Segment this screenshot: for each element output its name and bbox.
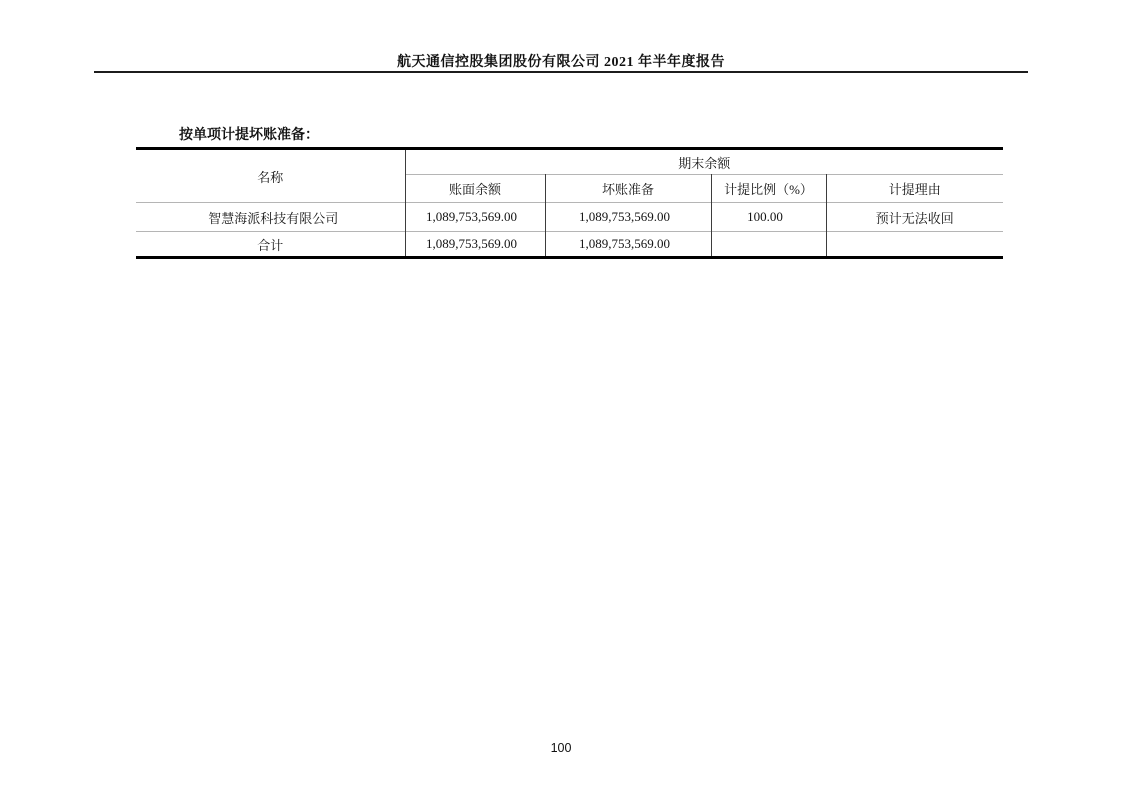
column-header-book-balance: 账面余额: [405, 175, 545, 203]
table-row-total: [136, 232, 1003, 258]
table-header-row-group: [136, 149, 1003, 175]
column-header-provision-reason: 计提理由: [826, 175, 1003, 203]
column-header-ending-balance-group: 期末余额: [405, 149, 1003, 175]
cell-total-provision-reason: [826, 232, 1003, 258]
cell-total-bad-debt-provision: 1,089,753,569.00: [545, 232, 711, 258]
cell-provision-reason: 预计无法收回: [826, 203, 1003, 232]
column-header-name: 名称: [136, 149, 405, 203]
document-header-title: 航天通信控股集团股份有限公司 2021 年半年度报告: [397, 55, 725, 70]
cell-total-provision-ratio: [711, 232, 826, 258]
header-divider-rule: [94, 71, 1028, 73]
cell-company-name: 智慧海派科技有限公司: [136, 203, 405, 232]
column-header-bad-debt-provision: 坏账准备: [545, 175, 711, 203]
cell-provision-ratio: 100.00: [711, 203, 826, 232]
table-row: [136, 203, 1003, 232]
section-title: 按单项计提坏账准备：: [179, 128, 319, 143]
cell-total-book-balance: 1,089,753,569.00: [405, 232, 545, 258]
cell-total-label: 合计: [136, 232, 405, 258]
column-header-provision-ratio: 计提比例（%）: [711, 175, 826, 203]
cell-book-balance: 1,089,753,569.00: [405, 203, 545, 232]
bad-debt-provision-table: [136, 147, 1003, 259]
cell-bad-debt-provision: 1,089,753,569.00: [545, 203, 711, 232]
page-number: 100: [550, 741, 572, 755]
